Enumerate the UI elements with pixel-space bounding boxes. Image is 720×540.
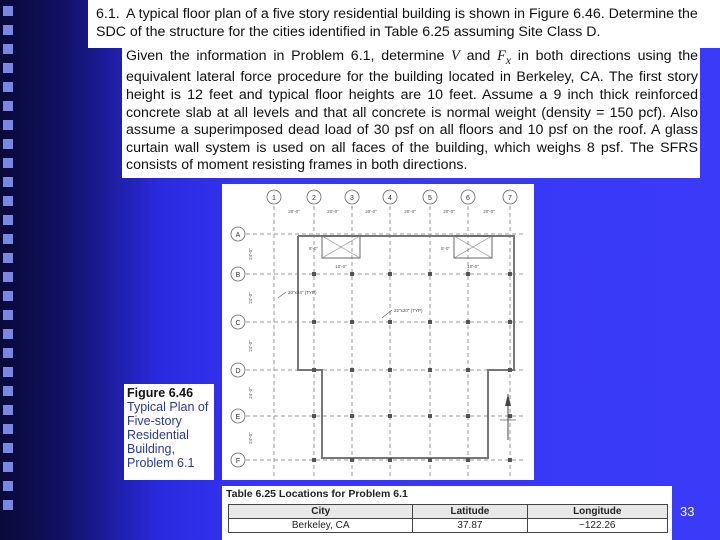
decoration-square	[3, 329, 13, 339]
decoration-square	[3, 405, 13, 415]
dimension-label-side: 24'-0"	[248, 387, 253, 399]
opening-height-label: 8'-0"	[309, 246, 318, 251]
decoration-square	[3, 443, 13, 453]
column	[312, 272, 316, 276]
grid-label-row: D	[235, 368, 241, 375]
slide-left-decoration	[0, 0, 20, 540]
latitude-cell: 37.87	[413, 519, 527, 533]
grid-label-row: B	[235, 272, 241, 279]
column	[508, 320, 512, 324]
decoration-square	[3, 348, 13, 358]
decoration-square	[3, 367, 13, 377]
decoration-square	[3, 386, 13, 396]
dimension-label-top: 20'-0"	[483, 209, 495, 214]
locations-table	[228, 504, 668, 533]
table-header-row	[229, 505, 668, 519]
decoration-square	[3, 25, 13, 35]
column	[350, 368, 354, 372]
grid-label-column: 7	[508, 195, 512, 202]
column	[466, 458, 470, 462]
dimension-label-top: 20'-0"	[404, 209, 416, 214]
figure-caption	[124, 384, 214, 480]
table-title: Table 6.25 Locations for Problem 6.1	[226, 488, 408, 500]
column	[388, 368, 392, 372]
column	[508, 458, 512, 462]
grid-label-column: 5	[428, 195, 432, 202]
column	[466, 272, 470, 276]
opening-height-label: 8'-0"	[441, 246, 450, 251]
column	[312, 368, 316, 372]
column	[466, 368, 470, 372]
decoration-square	[3, 101, 13, 111]
decoration-square	[3, 139, 13, 149]
column	[428, 272, 432, 276]
column	[428, 368, 432, 372]
decoration-square	[3, 253, 13, 263]
column	[428, 320, 432, 324]
column	[508, 368, 512, 372]
decoration-square	[3, 158, 13, 168]
floor-plan-drawing	[222, 184, 534, 480]
story-force-variable: F	[497, 48, 506, 64]
opening-width-label: 10'-0"	[467, 264, 479, 269]
grid-label-column: 1	[272, 195, 276, 202]
decoration-square	[3, 272, 13, 282]
dimension-label-top: 20'-0"	[365, 209, 377, 214]
beam-callout: 22"x20" (TYP)	[394, 308, 423, 313]
decoration-square	[3, 424, 13, 434]
dimension-label-side: 24'-0"	[248, 292, 253, 304]
grid-label-column: 4	[388, 195, 392, 202]
grid-label-row: E	[235, 414, 241, 421]
dimension-label-side: 24'-0"	[248, 432, 253, 444]
opening-width-label: 10'-0"	[335, 264, 347, 269]
decoration-square	[3, 63, 13, 73]
column	[466, 414, 470, 418]
decoration-square	[3, 481, 13, 491]
column	[350, 320, 354, 324]
column	[388, 320, 392, 324]
decoration-square	[3, 310, 13, 320]
decoration-square	[3, 6, 13, 16]
column	[350, 414, 354, 418]
column	[466, 320, 470, 324]
dimension-label-side: 24'-0"	[248, 248, 253, 260]
decoration-square	[3, 120, 13, 130]
column	[508, 272, 512, 276]
grid-label-row: C	[235, 320, 241, 327]
column-header-city: City	[229, 505, 413, 519]
grid-label-column: 2	[312, 195, 316, 202]
decoration-square	[3, 500, 13, 510]
decoration-square	[3, 177, 13, 187]
dimension-label-top: 20'-0"	[327, 209, 339, 214]
problem-6-1-number: 6.1.	[96, 6, 120, 22]
column	[350, 272, 354, 276]
beam-callout: 20"x24" (TYP)	[288, 290, 317, 295]
column	[388, 272, 392, 276]
dimension-label-side: 24'-0"	[248, 340, 253, 352]
callout-leader	[278, 292, 286, 298]
figure-caption-line: Problem 6.1	[127, 456, 195, 470]
column	[428, 458, 432, 462]
problem-6-1	[96, 6, 706, 41]
column-header-latitude: Latitude	[413, 505, 527, 519]
column	[508, 414, 512, 418]
column	[428, 414, 432, 418]
floor-plan-figure	[222, 184, 534, 480]
dimension-label-top: 20'-0"	[443, 209, 455, 214]
column	[350, 458, 354, 462]
column	[388, 414, 392, 418]
table-row	[229, 519, 668, 533]
decoration-square	[3, 44, 13, 54]
grid-label-row: A	[235, 232, 241, 239]
column	[312, 458, 316, 462]
decoration-square	[3, 462, 13, 472]
locations-table-panel	[222, 486, 672, 540]
grid-label-row: F	[235, 458, 241, 465]
city-cell: Berkeley, CA	[229, 519, 413, 533]
column	[312, 320, 316, 324]
decoration-square	[3, 234, 13, 244]
building-outline	[298, 236, 514, 458]
figure-label: Figure	[127, 386, 166, 400]
figure-caption-line: Five-story	[127, 414, 182, 428]
problem-6-1-text: A typical floor plan of a five story residential building is shown in Figure 6.46. Determine the SDC of the structure for the cities identified in Table 6.25 assuming Site Class D.	[96, 6, 698, 40]
figure-caption-line: Typical Plan of	[127, 400, 209, 414]
grid-label-column: 6	[466, 195, 470, 202]
longitude-cell: −122.26	[527, 519, 668, 533]
problem-6-2: Given the information in Problem 6.1, determine V and $F_x$ in both directions using the equivalent lateral force procedure for the building located in Berkeley, CA. The first story height is 12 feet and typical floor heights are 10 feet. Assume a 9 inch thick reinforced concrete slab at all levels and that all concrete is normal weight (density = 150 pcf). Also assume a superimposed dead load of 30 psf on all floors and 10 psf on the roof. A glass curtain wall system is used on all faces of the building, which weighs 8 psf. The SFRS consists of moment resisting frames in both directions.	[126, 48, 698, 174]
slide-number: 33	[680, 504, 695, 519]
decoration-square	[3, 215, 13, 225]
figure-number: 6.46	[168, 386, 194, 400]
decoration-square	[3, 82, 13, 92]
base-shear-variable: V	[451, 48, 460, 64]
grid-label-column: 3	[350, 195, 354, 202]
decoration-square	[3, 291, 13, 301]
column	[312, 414, 316, 418]
decoration-square	[3, 196, 13, 206]
column-header-longitude: Longitude	[527, 505, 668, 519]
figure-caption-line: Residential	[127, 428, 189, 442]
dimension-label-top: 20'-0"	[288, 209, 300, 214]
figure-caption-line: Building,	[127, 442, 175, 456]
column	[388, 458, 392, 462]
